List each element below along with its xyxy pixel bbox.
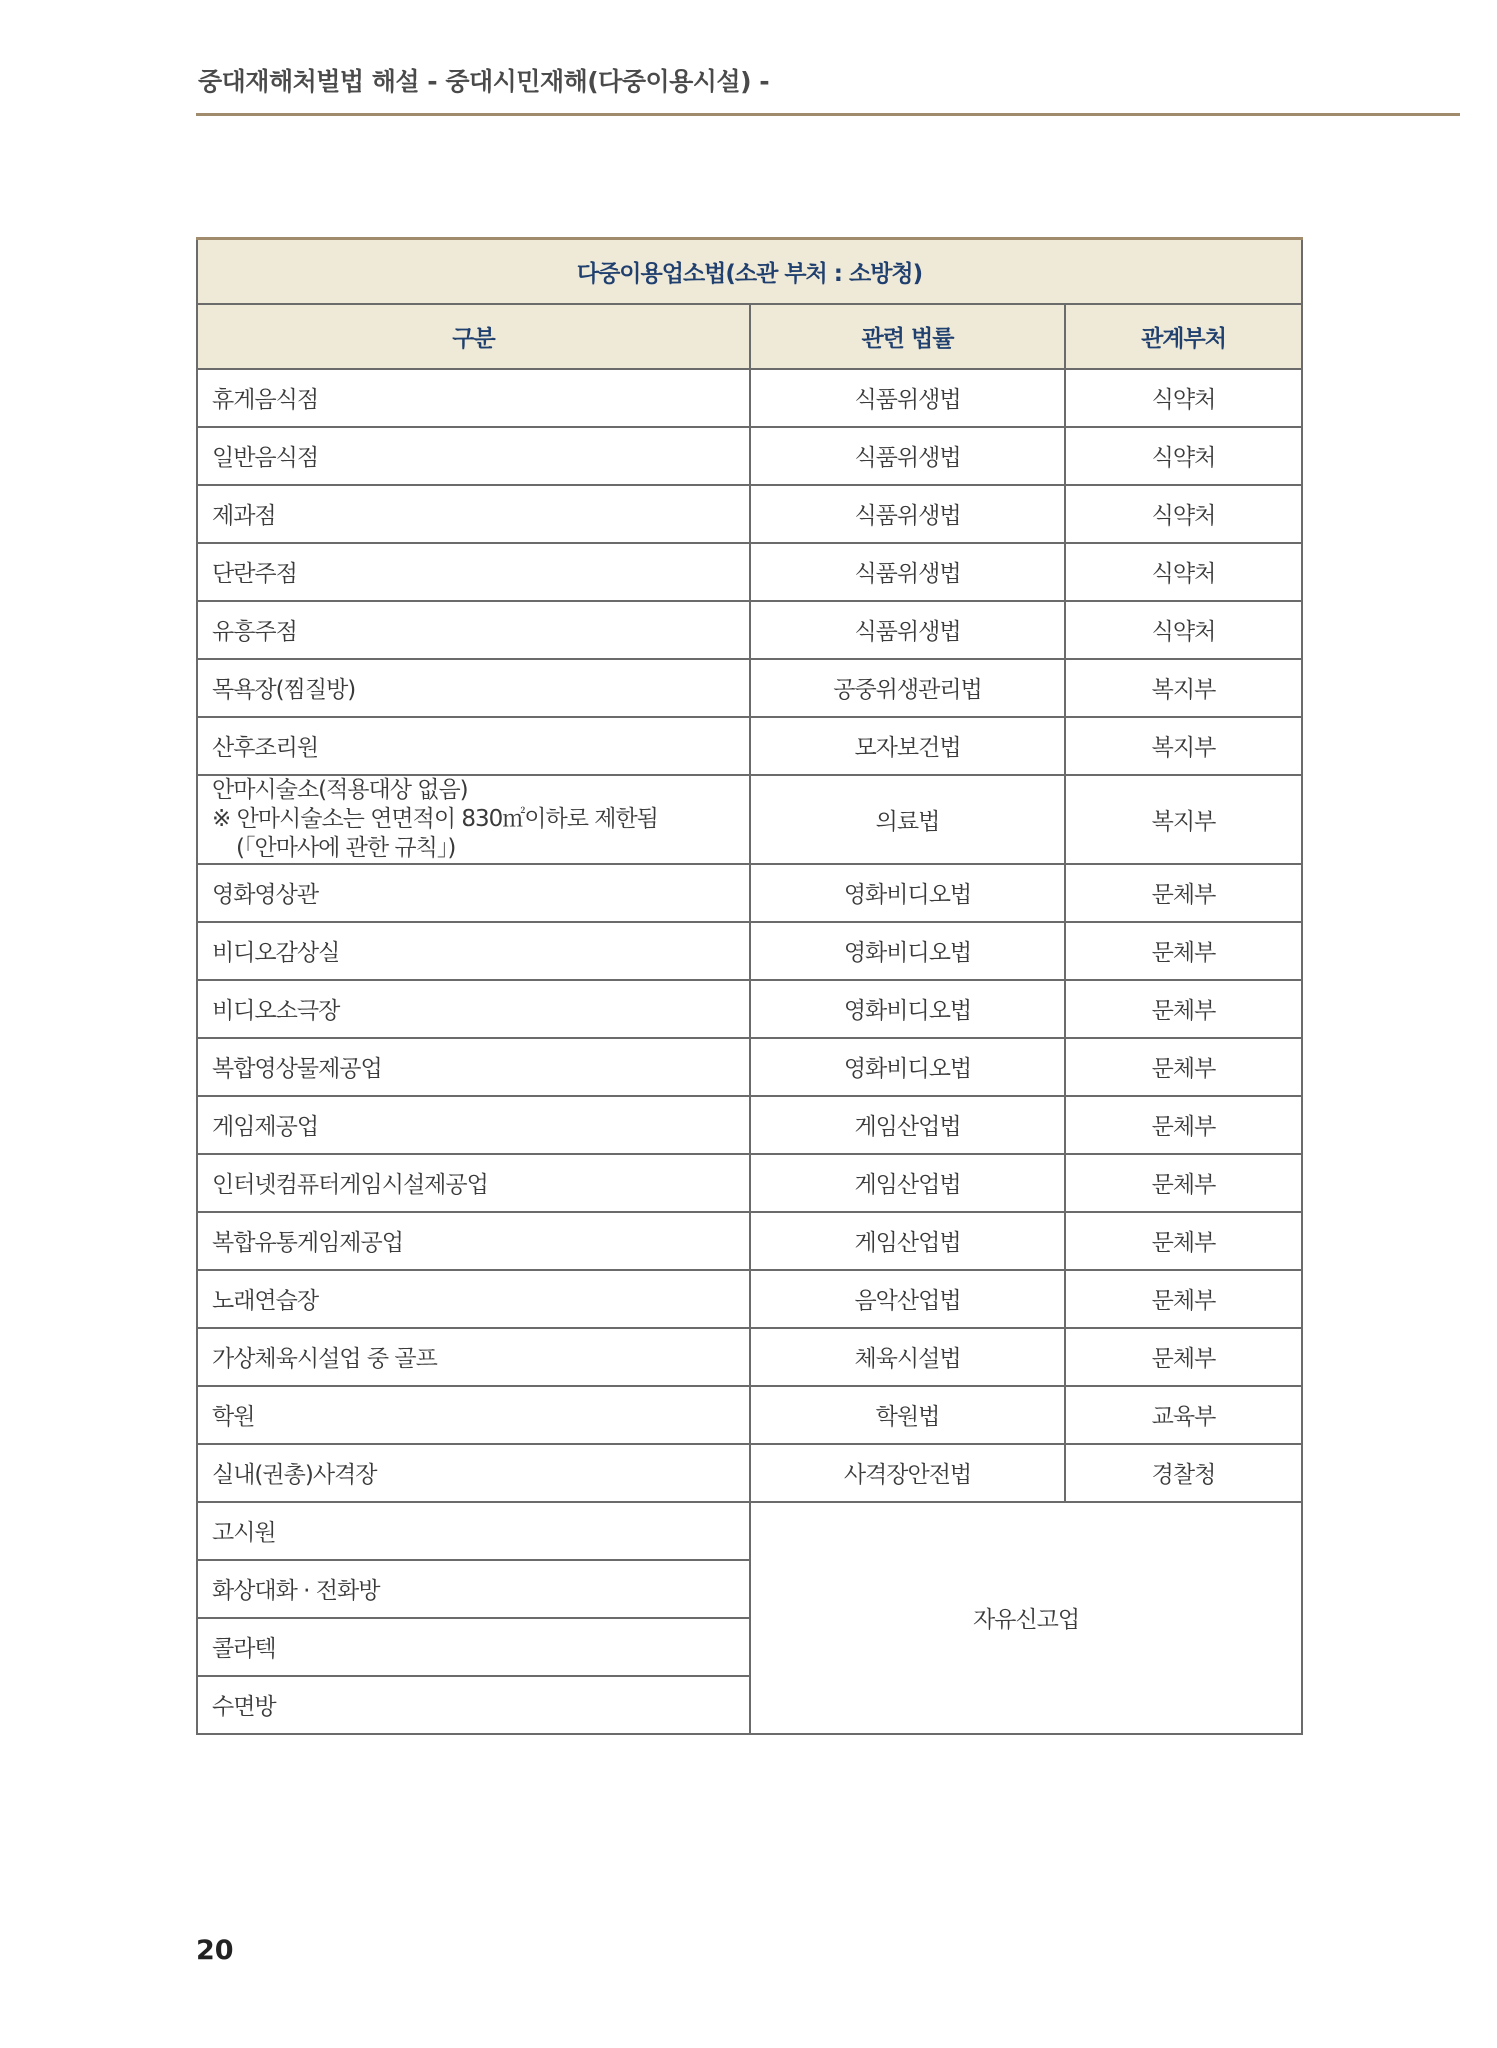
table-row [197, 1444, 1302, 1502]
category-cell: 인터넷컴퓨터게임시설제공업 [197, 1154, 750, 1212]
category-cell: 영화영상관 [197, 864, 750, 922]
ministry-cell: 문체부 [1065, 864, 1302, 922]
category-cell: 단란주점 [197, 543, 750, 601]
page-number: 20 [196, 1935, 234, 1966]
table-row [197, 427, 1302, 485]
category-cell: 수면방 [197, 1676, 750, 1734]
law-cell: 식품위생법 [750, 427, 1065, 485]
ministry-cell: 식약처 [1065, 601, 1302, 659]
table-row [197, 1328, 1302, 1386]
category-cell: 콜라텍 [197, 1618, 750, 1676]
header-category: 구분 [197, 304, 750, 369]
table-title-row [197, 239, 1302, 304]
law-cell: 게임산업법 [750, 1096, 1065, 1154]
table-row [197, 369, 1302, 427]
law-cell: 체육시설법 [750, 1328, 1065, 1386]
law-cell: 게임산업법 [750, 1154, 1065, 1212]
free-registration-cell: 자유신고업 [750, 1502, 1302, 1734]
category-cell-multiline [197, 775, 750, 864]
ministry-cell: 문체부 [1065, 1154, 1302, 1212]
law-cell: 사격장안전법 [750, 1444, 1065, 1502]
ministry-cell: 문체부 [1065, 1038, 1302, 1096]
ministry-cell: 경찰청 [1065, 1444, 1302, 1502]
table-row [197, 717, 1302, 775]
table-row [197, 980, 1302, 1038]
law-cell: 영화비디오법 [750, 980, 1065, 1038]
ministry-cell: 문체부 [1065, 1096, 1302, 1154]
table-row [197, 864, 1302, 922]
table-row [197, 1502, 1302, 1560]
table-row [197, 1212, 1302, 1270]
header-rule [196, 113, 1460, 116]
law-cell: 식품위생법 [750, 369, 1065, 427]
category-cell: 복합유통게임제공업 [197, 1212, 750, 1270]
ministry-cell: 식약처 [1065, 543, 1302, 601]
category-cell: 제과점 [197, 485, 750, 543]
law-cell: 공중위생관리법 [750, 659, 1065, 717]
category-cell: 화상대화 · 전화방 [197, 1560, 750, 1618]
category-cell: 유흥주점 [197, 601, 750, 659]
table-row [197, 1270, 1302, 1328]
law-cell: 식품위생법 [750, 485, 1065, 543]
ministry-cell: 문체부 [1065, 922, 1302, 980]
table-row [197, 543, 1302, 601]
law-cell: 학원법 [750, 1386, 1065, 1444]
category-cell: 고시원 [197, 1502, 750, 1560]
ministry-cell: 교육부 [1065, 1386, 1302, 1444]
ministry-cell: 문체부 [1065, 1328, 1302, 1386]
category-cell: 실내(권총)사격장 [197, 1444, 750, 1502]
ministry-cell: 문체부 [1065, 1212, 1302, 1270]
law-cell: 영화비디오법 [750, 1038, 1065, 1096]
header-ministry: 관계부처 [1065, 304, 1302, 369]
table-row [197, 775, 1302, 864]
category-cell: 일반음식점 [197, 427, 750, 485]
ministry-cell: 문체부 [1065, 1270, 1302, 1328]
facility-law-table [196, 237, 1303, 1735]
category-cell: 복합영상물제공업 [197, 1038, 750, 1096]
table-row [197, 659, 1302, 717]
law-cell: 영화비디오법 [750, 864, 1065, 922]
table-row [197, 922, 1302, 980]
table-header-row [197, 304, 1302, 369]
ministry-cell: 식약처 [1065, 485, 1302, 543]
law-cell: 모자보건법 [750, 717, 1065, 775]
table-row [197, 1154, 1302, 1212]
table-row [197, 485, 1302, 543]
category-cell: 가상체육시설업 중 골프 [197, 1328, 750, 1386]
category-cell: 게임제공업 [197, 1096, 750, 1154]
ministry-cell: 복지부 [1065, 717, 1302, 775]
category-line: 안마시술소(적용대상 없음) [212, 776, 468, 803]
category-cell: 산후조리원 [197, 717, 750, 775]
category-cell: 학원 [197, 1386, 750, 1444]
law-cell: 의료법 [750, 775, 1065, 864]
law-cell: 식품위생법 [750, 543, 1065, 601]
law-cell: 음악산업법 [750, 1270, 1065, 1328]
table-row [197, 1038, 1302, 1096]
category-note-line: (「안마사에 관한 규칙」) [236, 834, 456, 861]
category-note-line: ※ 안마시술소는 연면적이 830㎡이하로 제한됨 [212, 805, 658, 832]
running-header: 중대재해처벌법 해설 - 중대시민재해(다중이용시설) - [198, 67, 770, 96]
table-row [197, 1096, 1302, 1154]
ministry-cell: 복지부 [1065, 659, 1302, 717]
table-title: 다중이용업소법(소관 부처 : 소방청) [197, 239, 1302, 304]
ministry-cell: 식약처 [1065, 369, 1302, 427]
header-law: 관련 법률 [750, 304, 1065, 369]
category-cell: 비디오감상실 [197, 922, 750, 980]
ministry-cell: 복지부 [1065, 775, 1302, 864]
ministry-cell: 식약처 [1065, 427, 1302, 485]
law-cell: 식품위생법 [750, 601, 1065, 659]
category-cell: 비디오소극장 [197, 980, 750, 1038]
category-cell: 목욕장(찜질방) [197, 659, 750, 717]
law-cell: 게임산업법 [750, 1212, 1065, 1270]
table-row [197, 601, 1302, 659]
category-cell: 노래연습장 [197, 1270, 750, 1328]
category-cell: 휴게음식점 [197, 369, 750, 427]
table-row [197, 1386, 1302, 1444]
law-cell: 영화비디오법 [750, 922, 1065, 980]
ministry-cell: 문체부 [1065, 980, 1302, 1038]
